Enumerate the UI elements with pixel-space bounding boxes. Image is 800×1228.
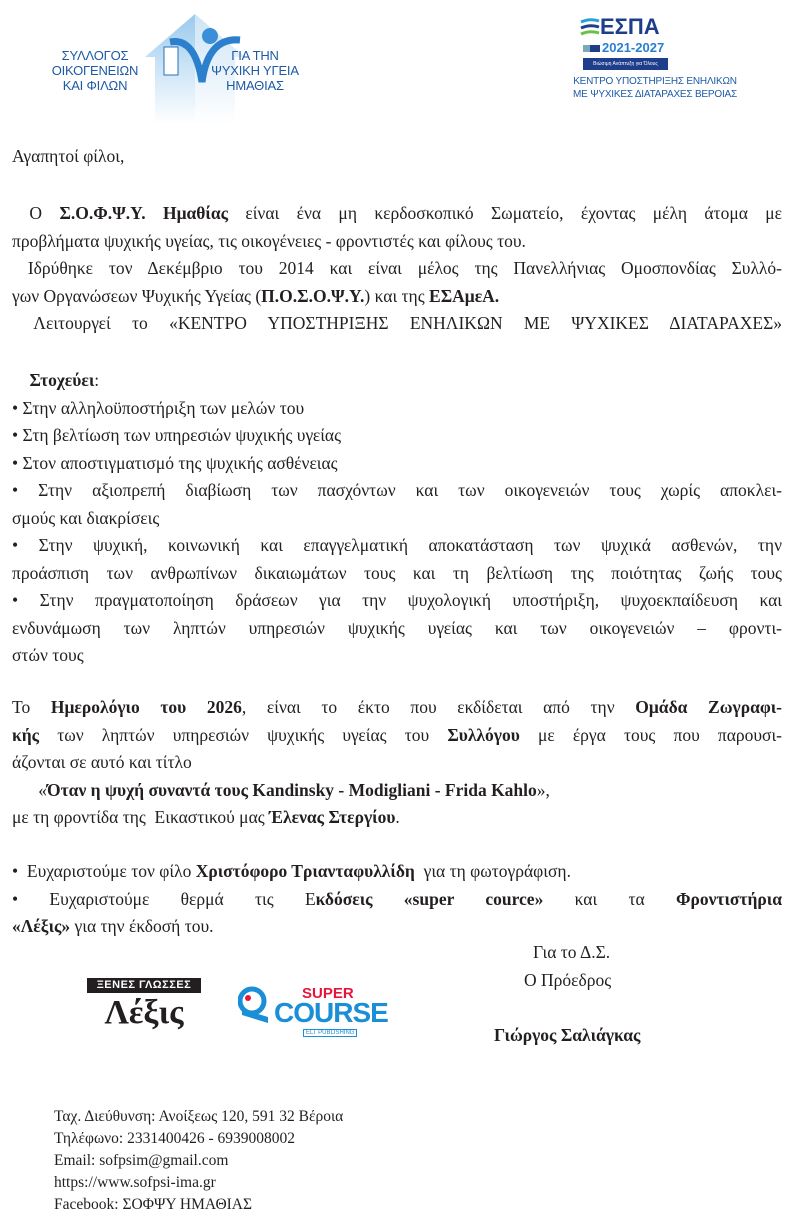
text-line xyxy=(12,777,782,805)
espa-waves-icon xyxy=(580,18,600,40)
goals-list xyxy=(12,367,782,670)
text: είναι ένα μη κερδοσκοπικό Σωματείο, έχοντας μέλη άτομα με xyxy=(227,203,782,223)
supercourse-book-icon xyxy=(238,985,272,1025)
text: ) και της xyxy=(364,285,430,306)
text-line xyxy=(12,228,782,256)
text: « xyxy=(12,779,47,800)
signature-name: Γιώργος Σαλιάγκας xyxy=(494,1025,641,1045)
thanks-paragraph xyxy=(12,858,782,941)
text: για την έκδοσή του. xyxy=(70,916,214,936)
text-line xyxy=(12,422,782,450)
text: Το xyxy=(12,697,51,717)
text-line xyxy=(12,477,782,505)
espa-flags-icon xyxy=(583,45,600,52)
lexis-logo-name: Λέξις xyxy=(104,994,184,1031)
text-line xyxy=(12,255,782,283)
text: Ιδρύθηκε τον Δεκέμβριο του 2014 και είναι μέλος της Πανελλήνιας Ομοσπονδίας Συλλό- xyxy=(12,258,782,278)
text: », xyxy=(536,779,550,800)
text-line xyxy=(12,395,782,423)
bold-text: Φροντιστήρια xyxy=(675,888,782,909)
text-line xyxy=(12,858,782,886)
text: • Στην ψυχική, κοινωνική και επαγγελματική αποκατάσταση των ψυχικά ασθενών, την xyxy=(12,535,782,555)
lexis-logo-top: ΞΕΝΕΣ ΓΛΩΣΣΕΣ xyxy=(87,978,201,993)
bold-text: Σ.Ο.Φ.Ψ.Υ. Ημαθίας xyxy=(59,203,228,223)
text-line xyxy=(12,283,782,311)
text: προάσπιση των ανθρωπίνων δικαιωμάτων τους και τη βελτίωση της ποιότητας ζωής τους xyxy=(12,562,782,583)
association-logo xyxy=(40,12,320,127)
text-line xyxy=(12,450,782,478)
text-line xyxy=(12,913,782,941)
text: • Στη βελτίωση των υπηρεσιών ψυχικής υγείας xyxy=(12,425,342,445)
bold-text: Π.Ο.Σ.Ο.Ψ.Υ. xyxy=(261,285,365,306)
text-line xyxy=(12,615,782,643)
text: • Στην αξιοπρεπή διαβίωση των πασχόντων και των οικογενειών τους χωρίς αποκλει- xyxy=(12,480,782,500)
assoc-logo-left-line: ΟΙΚΟΓΕΝΕΙΩΝ xyxy=(51,63,139,78)
bold-text: Συλλόγου xyxy=(447,724,520,745)
text-line xyxy=(12,367,782,395)
text-line xyxy=(12,886,782,914)
center-name-line: ΚΕΝΤΡΟ ΥΠΟΣΤΗΡΙΞΗΣ ΕΝΗΛΙΚΩΝ xyxy=(573,76,737,87)
text-line xyxy=(12,200,782,228)
text: γων Οργανώσεων Ψυχικής Υγείας ( xyxy=(12,285,262,306)
bold-text: Χριστόφορο Τριανταφυλλίδη xyxy=(195,861,415,881)
bold-text: Στοχεύει xyxy=(29,370,95,390)
text xyxy=(12,370,30,390)
text-line xyxy=(12,694,782,722)
greeting: Αγαπητοί φίλοι, xyxy=(12,146,125,166)
text-line xyxy=(12,310,782,338)
text: με τη φροντίδα της Εικαστικού μας xyxy=(12,807,270,827)
bold-text: «Λέξις» xyxy=(12,916,71,936)
footer-email[interactable]: Email: sofpsim@gmail.com xyxy=(54,1152,229,1169)
text: για τη φωτογράφιση. xyxy=(414,861,571,881)
text: των ληπτών υπηρεσιών ψυχικής υγείας του xyxy=(39,724,448,745)
text: • Ευχαριστούμε τον φίλο xyxy=(12,861,196,881)
text: Ο xyxy=(12,203,60,223)
footer-website[interactable]: https://www.sofpsi-ima.gr xyxy=(54,1174,216,1191)
intro-paragraph xyxy=(12,200,782,338)
signature-line-2: Ο Πρόεδρος xyxy=(524,970,612,990)
supercourse-name: COURSE xyxy=(274,997,388,1028)
text: προβλήματα ψυχικής υγείας, τις οικογένειες - φροντιστές και φίλους του. xyxy=(12,230,526,251)
footer-facebook: Facebook: ΣΟΦΨΥ ΗΜΑΘΙΑΣ xyxy=(54,1196,253,1213)
footer-address: Ταχ. Διεύθυνση: Ανοίξεως 120, 591 32 Βέροια xyxy=(54,1108,344,1125)
signature-line-1: Για το Δ.Σ. xyxy=(533,942,611,962)
assoc-logo-right-line: ΗΜΑΘΙΑΣ xyxy=(226,78,284,93)
text: άζονται σε αυτό και τίτλο xyxy=(12,752,192,772)
bold-text: κδόσεις «super cource» xyxy=(315,888,544,909)
assoc-logo-left-line: ΣΥΛΛΟΓΟΣ xyxy=(61,48,129,63)
assoc-logo-right-line: ΓΙΑ ΤΗΝ xyxy=(231,48,279,63)
supercourse-top: SUPER xyxy=(302,985,354,1002)
bold-text: Όταν η ψυχή συναντά τους Kandinsky - Modigliani - Frida Kahlo xyxy=(47,779,537,800)
assoc-logo-right-line: ΨΥΧΙΚΗ ΥΓΕΙΑ xyxy=(211,63,299,78)
text: • Ευχαριστούμε θερμά τις Ε xyxy=(12,888,316,909)
contact-footer xyxy=(54,1106,343,1216)
supercourse-logo xyxy=(238,985,388,1041)
text: στών τους xyxy=(12,645,84,665)
text: σμούς και διακρίσεις xyxy=(12,507,160,528)
center-name-line: ΜΕ ΨΥΧΙΚΕΣ ΔΙΑΤΑΡΑΧΕΣ ΒΕΡΟΙΑΣ xyxy=(573,89,737,100)
text: με έργα τους που παρουσι- xyxy=(519,724,782,745)
text-line xyxy=(12,722,782,750)
text: , είναι το έκτο που εκδίδεται από την xyxy=(241,697,636,717)
bold-text: κής xyxy=(12,724,40,745)
footer-phone: Τηλέφωνο: 2331400426 - 6939008002 xyxy=(54,1130,296,1147)
text: • Στην πραγματοποίηση δράσεων για την ψυχολογική υποστήριξη, ψυχοεκπαίδευση και xyxy=(12,590,782,610)
text-line xyxy=(12,587,782,615)
text-line xyxy=(12,749,782,777)
text: ενδυνάμωση των ληπτών υπηρεσιών ψυχικής υγείας και των οικογενειών – φροντι- xyxy=(12,617,782,638)
text-line xyxy=(12,560,782,588)
text-line xyxy=(12,804,782,832)
text-line xyxy=(12,532,782,560)
espa-name: ΕΣΠΑ xyxy=(600,14,660,39)
text-line xyxy=(12,642,782,670)
text: και τα xyxy=(543,888,676,909)
text: Λειτουργεί το «ΚΕΝΤΡΟ ΥΠΟΣΤΗΡΙΞΗΣ ΕΝΗΛΙΚΩΝ ΜΕ ΨΥΧΙΚΕΣ ΔΙΑΤΑΡΑΧΕΣ» xyxy=(12,313,782,333)
text: • Στην αλληλοϋποστήριξη των μελών του xyxy=(12,397,305,418)
text-line xyxy=(12,505,782,533)
espa-tagline: Βιώσιμη Ανάπτυξη για Όλους xyxy=(583,58,668,70)
calendar-paragraph xyxy=(12,694,782,832)
bold-text: Ομάδα Ζωγραφι- xyxy=(635,697,782,717)
text: • Στον αποστιγματισμό της ψυχικής ασθένειας xyxy=(12,452,338,473)
bold-text: Ημερολόγιο του 2026 xyxy=(50,697,242,717)
text: : xyxy=(94,370,100,390)
text: . xyxy=(395,807,400,827)
assoc-logo-left-line: ΚΑΙ ΦΙΛΩΝ xyxy=(62,78,128,93)
espa-logo xyxy=(580,14,680,70)
supercourse-sub: ELT PUBLISHING xyxy=(303,1029,357,1037)
bold-text: ΕΣΑμεΑ. xyxy=(429,285,500,306)
lexis-logo xyxy=(87,978,201,1048)
bold-text: Έλενας Στεργίου xyxy=(269,807,396,827)
espa-years: 2021-2027 xyxy=(602,40,665,55)
